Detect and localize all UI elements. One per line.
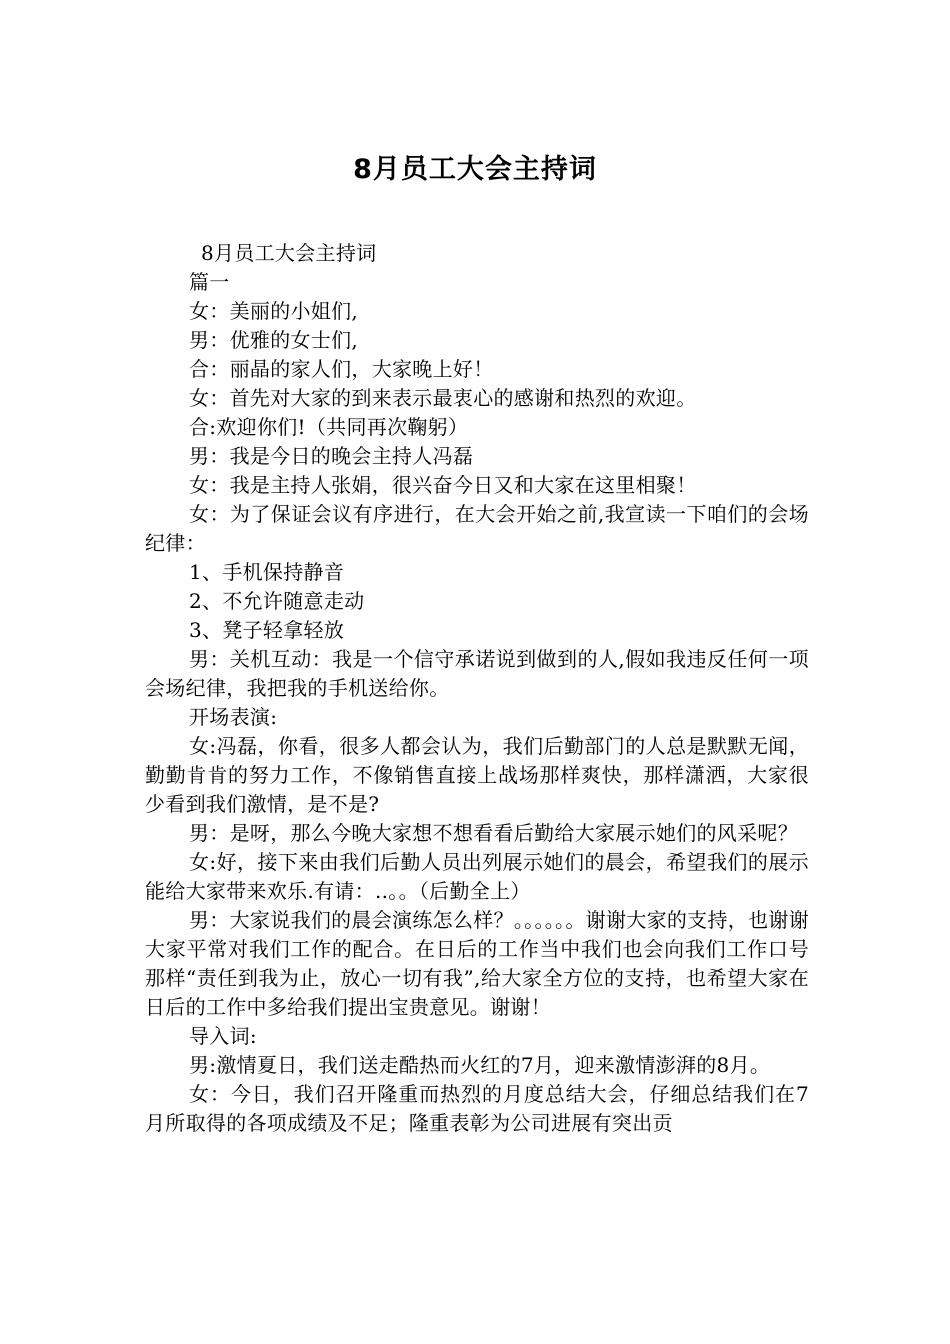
list-item: 1、手机保持静音: [189, 560, 345, 584]
paragraph: 男：关机互动：我是一个信守承诺说到做到的人,假如我违反任何一项会场纪律，我把我的手机送给你。: [145, 647, 809, 700]
paragraph: 男:激情夏日，我们送走酷热而火红的7月，迎来激情澎湃的8月。: [189, 1053, 771, 1077]
paragraph: 男：优雅的女士们,: [189, 328, 359, 352]
paragraph: 合:欢迎你们!（共同再次鞠躬）: [189, 415, 469, 439]
section-heading: 导入词:: [189, 1024, 257, 1048]
paragraph: 男：大家说我们的晨会演练怎么样？。。。。。。谢谢大家的支持，也谢谢大家平常对我们工作的配合。在日后的工作当中我们也会向我们工作口号那样“责任到我为止，放心一切有我”,给大家全方位的支持，也希望大家在日后的工作中多给我们提出宝贵意见。谢谢！: [145, 908, 809, 1019]
paragraph: 女：美丽的小姐们,: [189, 299, 359, 323]
document-title: 8月员工大会主持词: [353, 154, 597, 185]
paragraph: 合：丽晶的家人们，大家晚上好！: [189, 357, 494, 381]
paragraph: 女：今日，我们召开隆重而热烈的月度总结大会，仔细总结我们在7月所取得的各项成绩及不足；隆重表彰为公司进展有突出贡: [145, 1082, 809, 1135]
section-heading: 开场表演:: [189, 705, 278, 729]
paragraph-subtitle: 8月员工大会主持词: [201, 241, 377, 265]
paragraph: 女:好，接下来由我们后勤人员出列展示她们的晨会，希望我们的展示能给大家带来欢乐.有请：..。。（后勤全上）: [145, 850, 809, 903]
paragraph-section-label: 篇一: [189, 270, 230, 294]
paragraph: 男：是呀，那么今晚大家想不想看看后勤给大家展示她们的风采呢？: [189, 821, 798, 845]
paragraph: 女:冯磊，你看，很多人都会认为，我们后勤部门的人总是默默无闻，勤勤肯肯的努力工作，不像销售直接上战场那样爽快，那样潇洒，大家很少看到我们激情，是不是?: [145, 734, 809, 816]
list-item: 3、凳子轻拿轻放: [189, 618, 345, 642]
paragraph: 男：我是今日的晚会主持人冯磊: [189, 444, 474, 468]
paragraph: 女：首先对大家的到来表示最衷心的感谢和热烈的欢迎。: [189, 386, 697, 410]
list-item: 2、不允许随意走动: [189, 589, 365, 613]
paragraph: 女：为了保证会议有序进行，在大会开始之前,我宣读一下咱们的会场纪律：: [145, 502, 809, 555]
paragraph: 女：我是主持人张娟，很兴奋今日又和大家在这里相聚！: [189, 473, 697, 497]
document-body: [145, 239, 809, 1138]
